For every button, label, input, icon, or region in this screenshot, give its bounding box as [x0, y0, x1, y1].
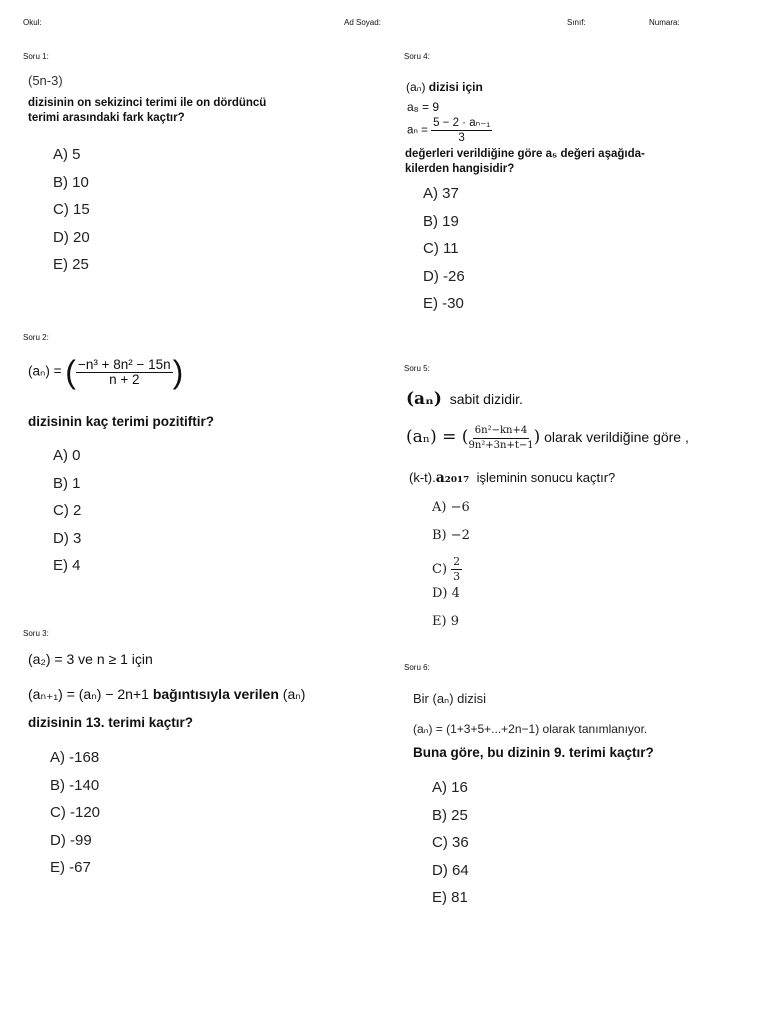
- q2-numerator: −n³ + 8n² − 15n: [77, 356, 171, 372]
- q5-options: [432, 500, 470, 641]
- q6-line2: (aₙ) = (1+3+5+...+2n−1) olarak tanımlanıyor.: [413, 722, 648, 736]
- q1-option-a[interactable]: A) 5: [53, 146, 81, 163]
- q5-label: Soru 5:: [404, 364, 430, 373]
- q6-options: [432, 779, 469, 917]
- header-ad-soyad: Ad Soyad:: [344, 18, 381, 27]
- q6-option-d[interactable]: D) 64: [432, 861, 469, 879]
- q3-text: dizisinin 13. terimi kaçtır?: [28, 715, 194, 730]
- q4-label: Soru 4:: [404, 52, 430, 61]
- q3-line2-text: bağıntısıyla verilen: [152, 686, 279, 702]
- q2-options: [53, 447, 81, 585]
- q2-option-a[interactable]: A) 0: [53, 447, 81, 464]
- q5-line1-formula: (aₙ): [406, 389, 442, 409]
- q6-option-a[interactable]: A) 16: [432, 779, 468, 796]
- q1-text-line1: dizisinin on sekizinci terimi ile on dördüncü: [28, 97, 267, 109]
- q3-line2-formula: (aₙ₊₁) = (aₙ) − 2n+1: [28, 686, 149, 702]
- q2-denominator: n + 2: [109, 371, 140, 387]
- q5-option-c-den: 3: [453, 570, 461, 583]
- q5-option-b[interactable]: B) −2: [432, 527, 470, 543]
- q5-line2-den: 9n²+3n+t−1: [468, 440, 534, 451]
- q2-close-paren: ): [172, 354, 184, 390]
- q2-option-c[interactable]: C) 2: [53, 502, 82, 519]
- q1-option-b[interactable]: B) 10: [53, 173, 89, 191]
- q5-option-c-label: C): [432, 562, 448, 577]
- q5-line2-lhs: (aₙ) = (: [406, 427, 469, 448]
- q5-line2: [406, 424, 689, 453]
- q4-line3-lhs: aₙ =: [407, 124, 428, 137]
- header-sinif: Sınıf:: [567, 18, 586, 27]
- header-numara: Numara:: [649, 18, 680, 27]
- q3-line2-tail: (aₙ): [282, 686, 306, 702]
- q2-option-d[interactable]: D) 3: [53, 529, 82, 547]
- q4-option-b[interactable]: B) 19: [423, 212, 459, 230]
- q3-option-e[interactable]: E) -67: [50, 859, 91, 876]
- q4-line3: [407, 116, 492, 145]
- q4-line1: [406, 80, 483, 94]
- q1-text: [28, 96, 266, 125]
- q1-text-line2: terimi arasındaki fark kaçtır?: [28, 111, 185, 124]
- q5-line3: [409, 470, 615, 486]
- q2-option-e[interactable]: E) 4: [53, 557, 81, 574]
- q3-option-a[interactable]: A) -168: [50, 749, 100, 766]
- q3-line2: [28, 686, 305, 703]
- q4-option-e[interactable]: E) -30: [423, 295, 464, 312]
- q6-option-c[interactable]: C) 36: [432, 834, 469, 851]
- q1-formula: (5n-3): [28, 73, 63, 88]
- q3-line1: (a₂) = 3 ve n ≥ 1 için: [28, 651, 153, 667]
- q2-text: dizisinin kaç terimi pozitiftir?: [28, 414, 215, 429]
- q6-option-b[interactable]: B) 25: [432, 806, 468, 824]
- q5-line2-text: olarak verildiğine göre ,: [544, 429, 689, 446]
- q4-line3-num: 5 − 2 · aₙ₋₁: [433, 117, 491, 129]
- q2-option-b[interactable]: B) 1: [53, 474, 81, 492]
- q1-options: [53, 146, 90, 284]
- q5-option-e[interactable]: E) 9: [432, 613, 459, 629]
- q3-options: [50, 749, 100, 887]
- q5-line1: [406, 389, 523, 409]
- q6-text: Buna göre, bu dizinin 9. terimi kaçtır?: [413, 745, 654, 760]
- q2-open-paren: (: [65, 354, 76, 390]
- q5-line1-text: sabit dizidir.: [449, 391, 523, 407]
- q2-label: Soru 2:: [23, 333, 49, 342]
- q4-option-c[interactable]: C) 11: [423, 240, 459, 257]
- q1-option-c[interactable]: C) 15: [53, 201, 90, 218]
- q4-line1-text: dizisi için: [428, 80, 483, 94]
- q4-text-line1: değerleri verildiğine göre a₅ değeri aşağıda-: [405, 148, 645, 160]
- q4-line1-formula: (aₙ): [406, 80, 426, 94]
- q6-line1: Bir (aₙ) dizisi: [413, 691, 487, 706]
- q2-lhs: (aₙ) =: [28, 363, 62, 379]
- q4-options: [423, 185, 465, 323]
- q4-option-a[interactable]: A) 37: [423, 185, 459, 202]
- q3-label: Soru 3:: [23, 629, 49, 638]
- q4-line2: a₈ = 9: [407, 100, 439, 114]
- q3-option-d[interactable]: D) -99: [50, 831, 92, 849]
- q4-option-d[interactable]: D) -26: [423, 267, 465, 285]
- q5-line2-num: 6n²−kn+4: [473, 424, 529, 439]
- q1-option-d[interactable]: D) 20: [53, 228, 90, 246]
- q5-option-c[interactable]: [432, 555, 470, 586]
- q6-label: Soru 6:: [404, 663, 430, 672]
- q4-text-line2: kilerden hangisidir?: [405, 162, 515, 175]
- q5-option-d[interactable]: D) 4: [432, 586, 460, 601]
- q4-line3-den: 3: [458, 132, 465, 144]
- q3-option-c[interactable]: C) -120: [50, 804, 101, 821]
- q6-option-e[interactable]: E) 81: [432, 889, 468, 906]
- q5-line3-formula: a₂₀₁₇: [435, 470, 470, 486]
- header-okul: Okul:: [23, 18, 42, 27]
- q5-line3-text: işleminin sonucu kaçtır?: [476, 470, 616, 485]
- q2-formula: [28, 356, 183, 388]
- q5-option-c-num: 2: [453, 555, 461, 568]
- q5-line2-close: ): [533, 427, 541, 448]
- q1-option-e[interactable]: E) 25: [53, 256, 89, 273]
- q5-line3-prefix: (k-t).: [409, 470, 436, 485]
- q1-label: Soru 1:: [23, 52, 49, 61]
- q4-text: [405, 147, 645, 176]
- q3-option-b[interactable]: B) -140: [50, 776, 100, 794]
- q5-option-a[interactable]: A) −6: [432, 500, 470, 515]
